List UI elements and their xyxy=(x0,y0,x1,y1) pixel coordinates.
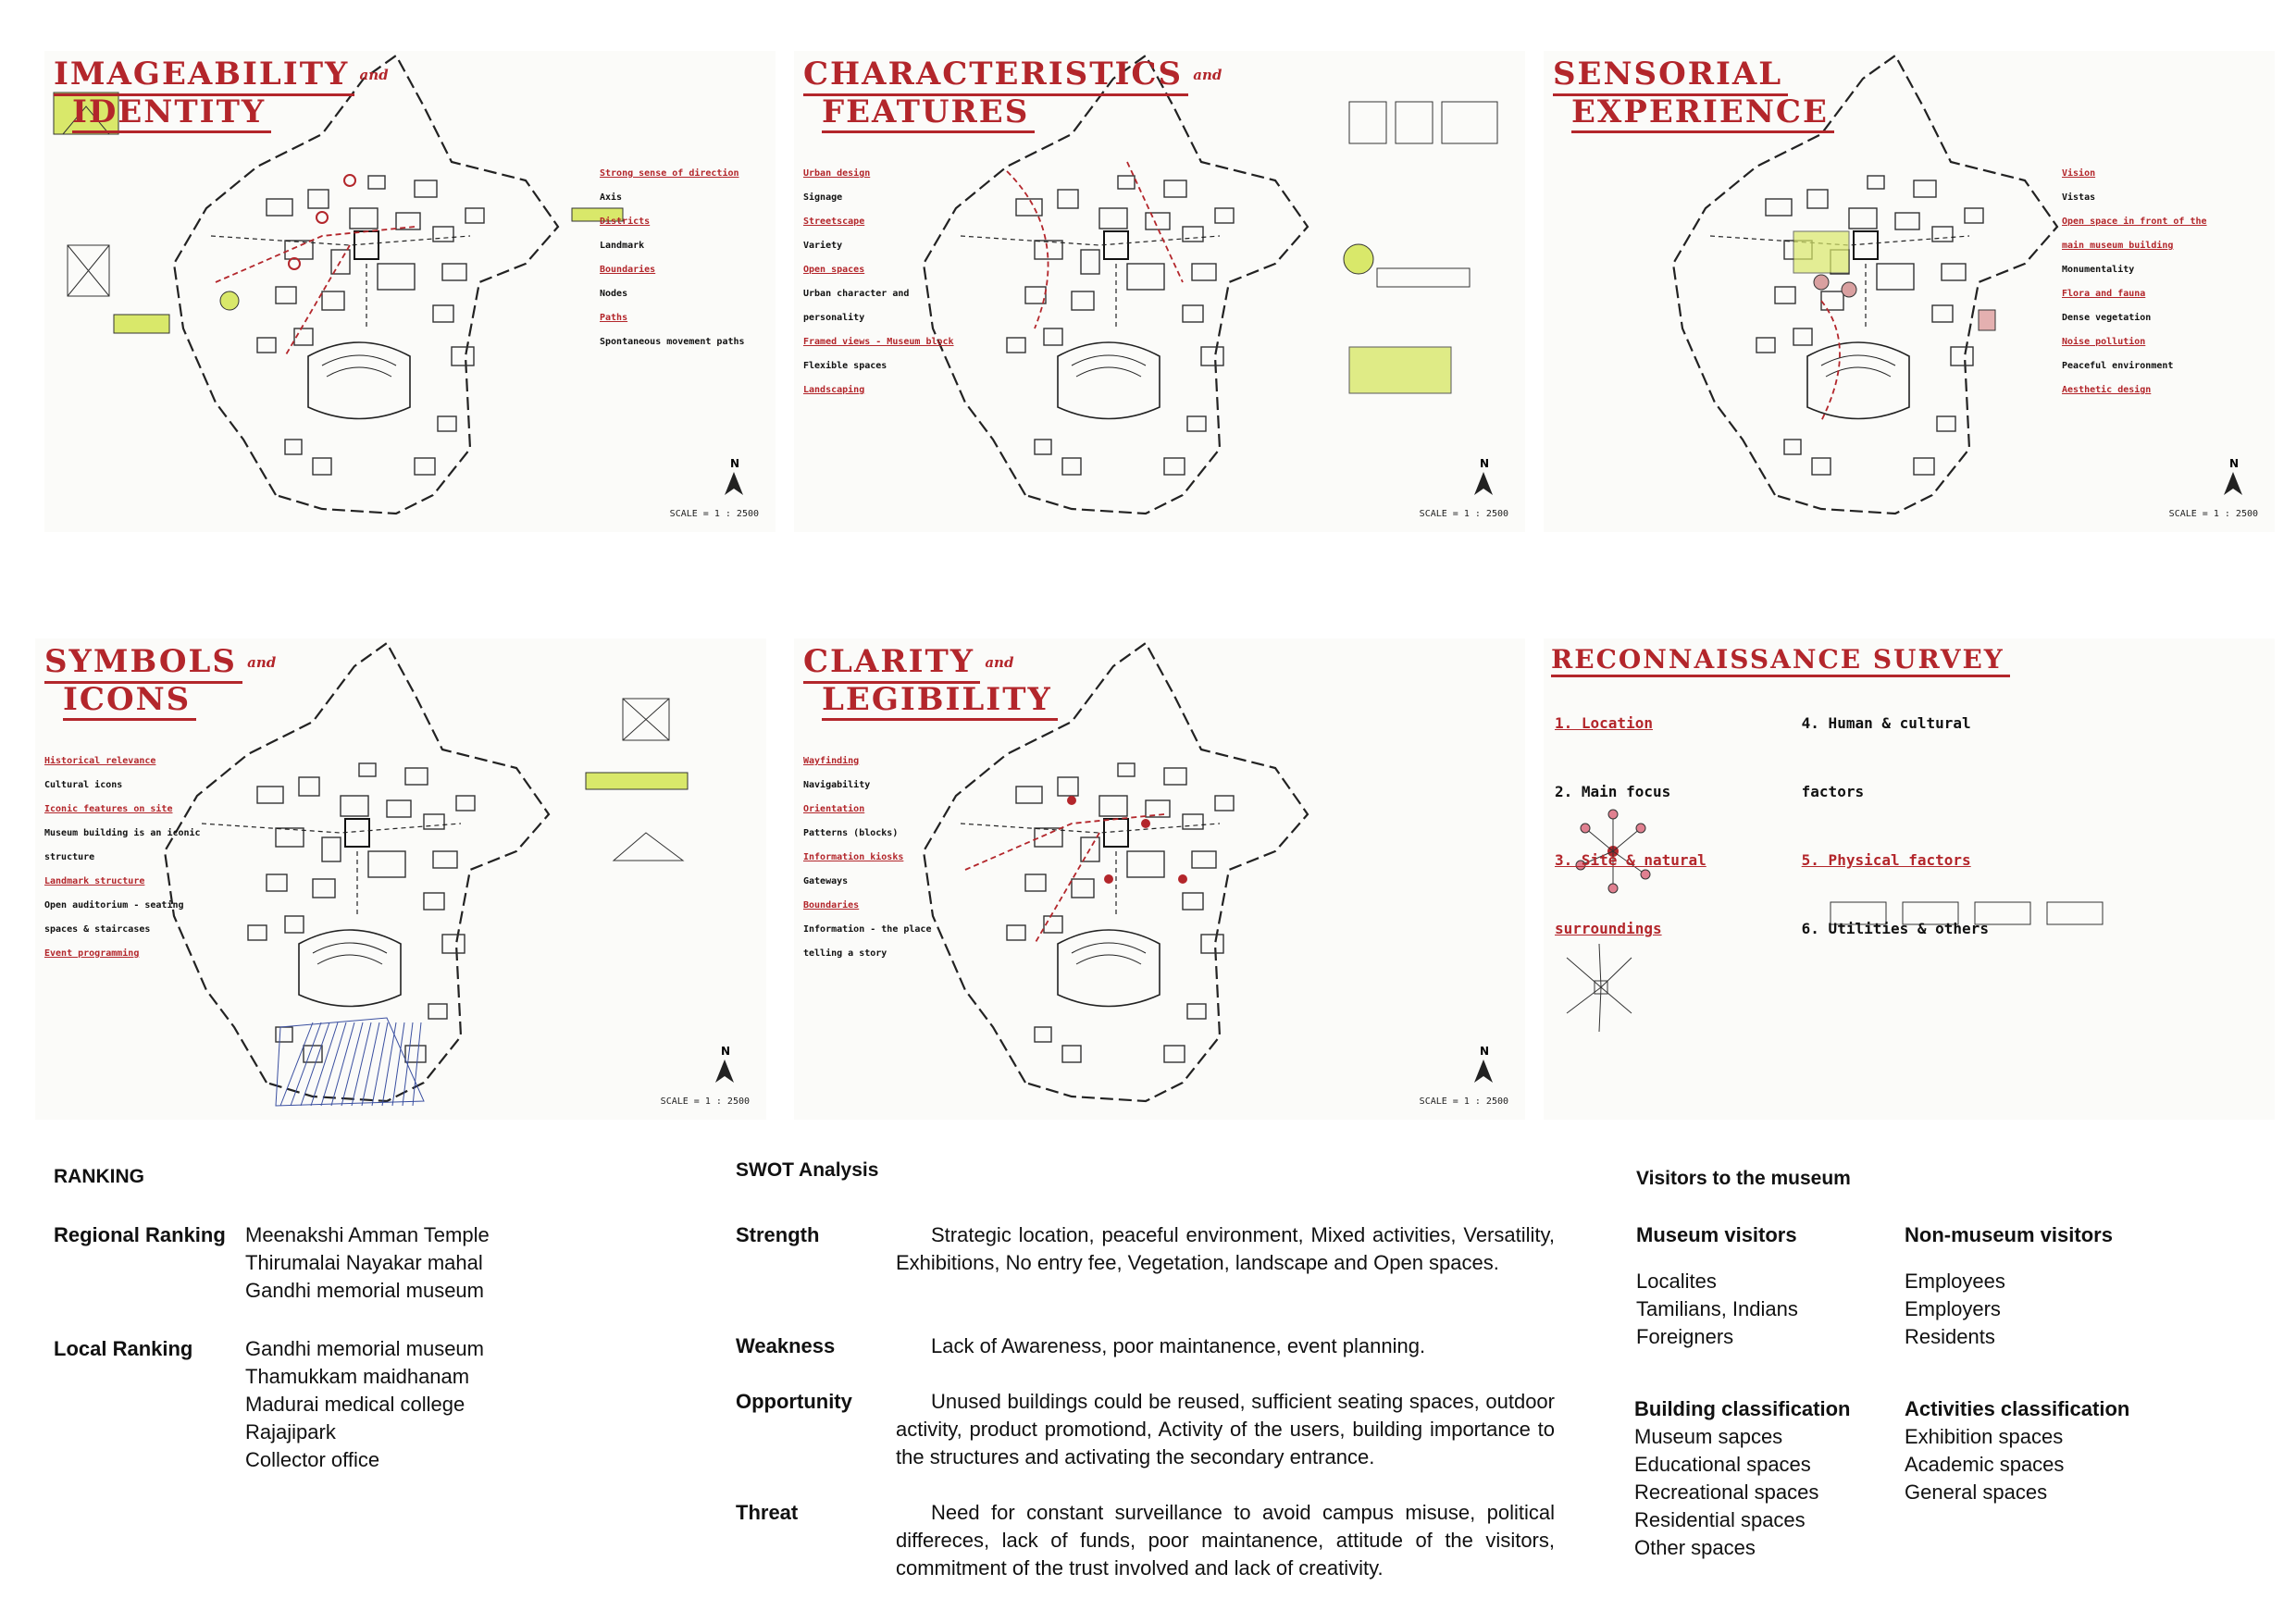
panel-note: Open spaces xyxy=(803,265,865,275)
panel-note: Open auditorium - seating spaces & staircases xyxy=(44,900,184,935)
museum-visitors-label: Museum visitors xyxy=(1636,1223,1797,1246)
panel-note: Monumentality xyxy=(2062,265,2135,275)
swot-label-weakness: Weakness xyxy=(736,1334,836,1357)
panel-note: Landscaping xyxy=(803,385,865,395)
panel-note: Spontaneous movement paths xyxy=(600,337,745,347)
svg-text:N: N xyxy=(1480,1045,1490,1058)
sketch-panel-6 xyxy=(1544,638,2275,1120)
panel-title-line-2: FEATURES xyxy=(822,96,1035,134)
swot-label-strength: Strength xyxy=(736,1223,820,1246)
sketch-panel-2 xyxy=(794,51,1525,532)
panel-note: 5. Physical factors xyxy=(1801,851,1971,869)
building-class-item: Residential spaces xyxy=(1634,1508,1806,1531)
panel-note: 6. Utilities & others xyxy=(1801,920,1989,937)
building-classification-label: Building classification xyxy=(1634,1397,1851,1420)
panel-note: Aesthetic design xyxy=(2062,385,2152,395)
local-ranking-list xyxy=(245,1335,484,1474)
panel-note: Event programming xyxy=(44,948,140,959)
visitors-title: Visitors to the museum xyxy=(1636,1168,1851,1189)
panel-note: 4. Human & cultural factors xyxy=(1801,714,1971,800)
activity-class-item: General spaces xyxy=(1905,1481,2048,1504)
panel-title-line-1: CHARACTERISTICS xyxy=(803,58,1188,96)
museum-visitors-list xyxy=(1636,1268,1798,1351)
panel-note: 2. Main focus xyxy=(1555,783,1671,800)
local-ranking-item: Rajajipark xyxy=(245,1420,336,1443)
swot-label-threat: Threat xyxy=(736,1501,799,1524)
panel-title-line-2: LEGIBILITY xyxy=(822,684,1058,722)
sketch-panel-3 xyxy=(1544,51,2275,532)
panel-notes xyxy=(1555,689,2267,963)
panel-note: Noise pollution xyxy=(2062,337,2146,347)
local-ranking-item: Thamukkam maidhanam xyxy=(245,1365,470,1388)
panel-title-line-1: IMAGEABILITY xyxy=(54,58,354,96)
panel-note: 1. Location xyxy=(1555,714,1653,732)
building-class-item: Recreational spaces xyxy=(1634,1481,1819,1504)
panel-note: Historical relevance xyxy=(44,756,156,766)
panel-notes xyxy=(2062,162,2228,403)
panel-title-and: and xyxy=(980,654,1014,672)
panel-note: Variety xyxy=(803,241,843,251)
panel-title-line-2: ICONS xyxy=(63,684,196,722)
panel-title-line-2: EXPERIENCE xyxy=(1571,96,1834,134)
swot-text-strength: Strategic location, peaceful environment, Mixed activities, Versatility, Exhibitions, No entry fee, Vegetation, landscape and Open spaces. xyxy=(896,1223,1555,1274)
panel-notes xyxy=(803,162,965,403)
regional-ranking-item: Gandhi memorial museum xyxy=(245,1279,484,1302)
local-ranking-label: Local Ranking xyxy=(54,1337,193,1360)
activity-class-item: Exhibition spaces xyxy=(1905,1425,2064,1448)
swot-text-opportunity: Unused buildings could be reused, sufficient seating spaces, outdoor activity, product promotiond, Activity of the users, building importance to the structures and activating the secondary entrance. xyxy=(896,1390,1555,1468)
regional-ranking-label: Regional Ranking xyxy=(54,1223,226,1246)
north-arrow-icon xyxy=(1474,457,1493,495)
nonmuseum-visitors-list xyxy=(1905,1268,2005,1351)
panel-title xyxy=(803,58,1222,133)
panel-title-line-2: IDENTITY xyxy=(72,96,271,134)
panel-note: Information - the place telling a story xyxy=(803,924,932,959)
panel-title-and: and xyxy=(354,67,389,84)
north-arrow-icon xyxy=(715,1045,734,1083)
panel-note: Boundaries xyxy=(803,900,860,911)
panel-notes xyxy=(803,750,965,966)
panel-note: Signage xyxy=(803,192,843,203)
panel-note: Iconic features on site xyxy=(44,804,173,814)
panel-note: Gateways xyxy=(803,876,849,886)
panel-note: Framed views - Museum block xyxy=(803,337,954,347)
nonmuseum-visitors-label: Non-museum visitors xyxy=(1905,1223,2113,1246)
panel-note: Dense vegetation xyxy=(2062,313,2152,323)
swot-text-threat: Need for constant surveillance to avoid campus misuse, political differeces, lack of funds, poor maintanence, attitude of the visitors, commitment of the trust involved and lack of creativity. xyxy=(896,1501,1555,1580)
nonmuseum-visitor-item: Employees xyxy=(1905,1270,2005,1293)
swot-text-weakness: Lack of Awareness, poor maintanence, event planning. xyxy=(931,1334,1426,1357)
building-class-item: Museum sapces xyxy=(1634,1425,1783,1448)
panel-notes xyxy=(600,162,766,354)
local-ranking-item: Collector office xyxy=(245,1448,380,1471)
building-class-item: Educational spaces xyxy=(1634,1453,1811,1476)
panel-note: Flexible spaces xyxy=(803,361,887,371)
panel-title-line-1: RECONNAISSANCE SURVEY xyxy=(1551,646,2010,677)
panel-title-and: and xyxy=(1188,67,1222,84)
svg-text:N: N xyxy=(1480,457,1490,470)
local-ranking-item: Madurai medical college xyxy=(245,1393,465,1416)
panel-note: Urban character and personality xyxy=(803,289,910,323)
sketch-panel-1 xyxy=(44,51,776,532)
building-class-item: Other spaces xyxy=(1634,1536,1756,1559)
activities-classification-label: Activities classification xyxy=(1905,1397,2130,1420)
panel-title-line-1: SENSORIAL xyxy=(1553,58,1788,96)
panel-note: Navigability xyxy=(803,780,871,790)
panel-note: Museum building is an iconic structure xyxy=(44,828,201,862)
panel-note: Vistas xyxy=(2062,192,2096,203)
svg-text:N: N xyxy=(721,1045,731,1058)
panel-notes xyxy=(44,750,206,966)
local-ranking-item: Gandhi memorial museum xyxy=(245,1337,484,1360)
panel-note: Urban design xyxy=(803,168,871,179)
activities-classification-list xyxy=(1905,1423,2064,1506)
nonmuseum-visitor-item: Residents xyxy=(1905,1325,1995,1348)
activity-class-item: Academic spaces xyxy=(1905,1453,2065,1476)
sketch-panel-4 xyxy=(35,638,766,1120)
panel-note: Flora and fauna xyxy=(2062,289,2146,299)
panel-note: 3. Site & natural surroundings xyxy=(1555,851,1706,937)
panel-title-line-1: SYMBOLS xyxy=(44,646,242,684)
swot-title: SWOT Analysis xyxy=(736,1159,879,1181)
side-sketches xyxy=(1344,102,1497,393)
nonmuseum-visitor-item: Employers xyxy=(1905,1297,2001,1320)
panel-note: Strong sense of direction xyxy=(600,168,739,179)
svg-text:N: N xyxy=(2229,457,2240,470)
regional-ranking-item: Thirumalai Nayakar mahal xyxy=(245,1251,483,1274)
panel-note: Open space in front of the main museum building xyxy=(2062,217,2207,251)
panel-note: Information kiosks xyxy=(803,852,904,862)
north-arrow-icon xyxy=(2224,457,2242,495)
panel-title xyxy=(1553,58,1834,133)
sketch-panel-5 xyxy=(794,638,1525,1120)
panel-note: Wayfinding xyxy=(803,756,860,766)
panel-note: Patterns (blocks) xyxy=(803,828,899,838)
scale-label: SCALE = 1 : 2500 xyxy=(660,1096,750,1107)
panel-note: Nodes xyxy=(600,289,628,299)
panel-note: Landmark structure xyxy=(44,876,145,886)
panel-note: Boundaries xyxy=(600,265,656,275)
panel-note: Peaceful environment xyxy=(2062,361,2174,371)
scale-label: SCALE = 1 : 2500 xyxy=(1419,1096,1508,1107)
panel-note: Streetscape xyxy=(803,217,865,227)
panel-title-line-1: CLARITY xyxy=(803,646,980,684)
panel-note: Axis xyxy=(600,192,623,203)
panel-note: Paths xyxy=(600,313,628,323)
north-arrow-icon xyxy=(725,457,743,495)
panel-note: Orientation xyxy=(803,804,865,814)
svg-text:N: N xyxy=(730,457,740,470)
panel-note: Cultural icons xyxy=(44,780,123,790)
scale-label: SCALE = 1 : 2500 xyxy=(2168,509,2258,519)
regional-ranking-item: Meenakshi Amman Temple xyxy=(245,1223,490,1246)
ranking-title: RANKING xyxy=(54,1166,144,1187)
panel-note: Districts xyxy=(600,217,651,227)
swot-label-opportunity: Opportunity xyxy=(736,1390,852,1413)
panel-title-and: and xyxy=(242,654,277,672)
panel-note: Vision xyxy=(2062,168,2096,179)
panel-note: Landmark xyxy=(600,241,645,251)
panel-title xyxy=(54,58,389,133)
building-classification-list xyxy=(1634,1423,1818,1562)
regional-ranking-list xyxy=(245,1221,490,1305)
scale-label: SCALE = 1 : 2500 xyxy=(669,509,759,519)
north-arrow-icon xyxy=(1474,1045,1493,1083)
museum-visitor-item: Localites xyxy=(1636,1270,1717,1293)
scale-label: SCALE = 1 : 2500 xyxy=(1419,509,1508,519)
panel-title xyxy=(803,643,1058,721)
panel-title xyxy=(1551,646,2010,677)
museum-visitor-item: Tamilians, Indians xyxy=(1636,1297,1798,1320)
museum-visitor-item: Foreigners xyxy=(1636,1325,1734,1348)
panel-title xyxy=(44,643,277,721)
